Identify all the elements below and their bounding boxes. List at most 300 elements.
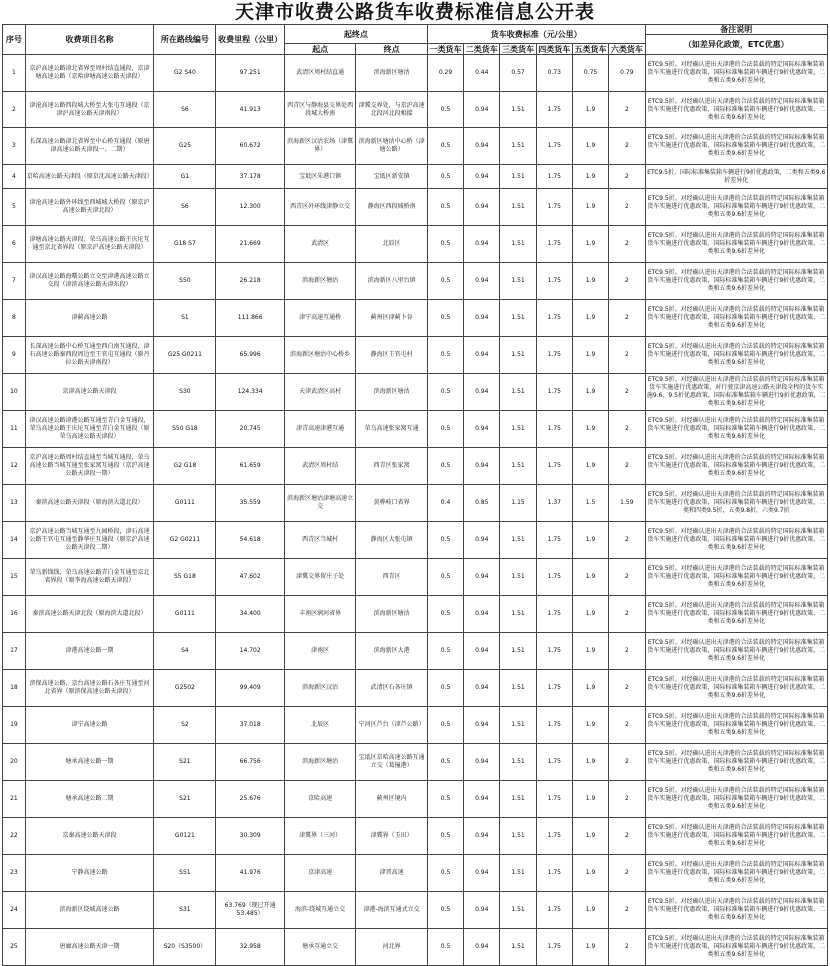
fee-class2-cell: 0.44 [464,55,500,92]
route-cell: S21 [154,781,216,818]
fee-class4-cell: 1.75 [536,707,572,744]
route-cell: S30 [154,374,216,411]
start-point-cell: 天津武清区高村 [284,374,356,411]
end-point-cell: 静海区大张屯镇 [356,522,428,559]
fee-class5-cell: 1.9 [572,263,608,300]
route-cell: S31 [154,892,216,929]
route-cell: S20（S3500） [154,929,216,966]
header-class4: 四类货车 [536,44,572,55]
seq-cell: 19 [3,707,26,744]
fee-class6-cell: 2 [609,522,645,559]
table-row [3,128,828,165]
mileage-cell: 124.334 [216,374,284,411]
start-point-cell: 津青高速津港互通 [284,411,356,448]
project-name-cell: 宁静高速公路 [25,855,154,892]
table-row [3,855,828,892]
fee-class2-cell: 0.94 [464,337,500,374]
note-cell: ETC9.5折。对经确认进出天津港的合法装载的特定国际标准集装箱货车实施进行优惠政策，国际标准集装箱车辆进行9折优惠政策，二类和五类9.6折差异化 [645,55,827,92]
end-point-cell: 滨海新区塘沽 [356,55,428,92]
fee-class2-cell: 0.94 [464,596,500,633]
route-cell: S21 [154,744,216,781]
fee-class3-cell: 1.51 [500,337,536,374]
seq-cell: 4 [3,165,26,189]
fee-class3-cell: 1.51 [500,892,536,929]
fee-class4-cell: 1.75 [536,263,572,300]
table-row [3,411,828,448]
fee-class2-cell: 0.94 [464,670,500,707]
table-row [3,226,828,263]
fee-class6-cell: 2 [609,448,645,485]
fee-class2-cell: 0.85 [464,485,500,522]
fee-class2-cell: 0.94 [464,92,500,128]
header-note-sub: （如差异化政策，ETC优惠） [645,35,827,55]
table-row [3,559,828,596]
start-point-cell: 京津高速 [284,855,356,892]
fee-class6-cell: 2 [609,374,645,411]
project-name-cell: 塘承高速公路一期 [25,744,154,781]
fee-class2-cell: 0.94 [464,189,500,226]
route-cell: S1 [154,300,216,337]
fee-class4-cell: 1.75 [536,165,572,189]
fee-class5-cell: 1.9 [572,337,608,374]
seq-cell: 22 [3,818,26,855]
start-point-cell: 滨海新区塘沽 [284,744,356,781]
table-row [3,263,828,300]
note-cell: ETC9.5折。对经确认进出天津港的合法装载的特定国际标准集装箱货车实施进行优惠政策，国际标准集装箱车辆进行9折优惠政策，二类和五类9.6折差异化 [645,337,827,374]
seq-cell: 11 [3,411,26,448]
fee-class3-cell: 1.51 [500,522,536,559]
table-row [3,448,828,485]
project-name-cell: 秦滨高速公路天津段（原海滨大道北段） [25,485,154,522]
route-cell: G1 [154,165,216,189]
route-cell: G0111 [154,485,216,522]
mileage-cell: 41.976 [216,855,284,892]
table-row [3,929,828,966]
end-point-cell: 滨海新区大港 [356,633,428,670]
table-row [3,781,828,818]
mileage-cell: 41.913 [216,92,284,128]
note-cell: ETC9.5折。对经确认进出天津港的合法装载的特定国际标准集装箱货车实施进行优惠政策，国际标准集装箱车辆进行9折优惠政策，二类和五类9.6折差异化 [645,707,827,744]
fee-class6-cell: 2 [609,781,645,818]
fee-class3-cell: 1.15 [500,485,536,522]
fee-class5-cell: 1.9 [572,411,608,448]
fee-class1-cell: 0.5 [427,189,463,226]
start-point-cell: 武清区周村结 [284,448,356,485]
table-row [3,818,828,855]
fee-class5-cell: 1.9 [572,189,608,226]
seq-cell: 24 [3,892,26,929]
fee-class2-cell: 0.94 [464,374,500,411]
end-point-cell: 津晋高速 [356,855,428,892]
header-class2: 二类货车 [464,44,500,55]
end-point-cell: 滨海新区塘沽中心桥（津塘公路） [356,128,428,165]
seq-cell: 13 [3,485,26,522]
fee-class3-cell: 1.51 [500,855,536,892]
fee-class5-cell: 1.9 [572,226,608,263]
note-cell: ETC9.5折。国际标准集装箱车辆进行9折优惠政策，二类和五类9.6折差异化 [645,165,827,189]
mileage-cell: 60.672 [216,128,284,165]
fee-class1-cell: 0.5 [427,855,463,892]
project-name-cell: 津港高速公路一期 [25,633,154,670]
fee-class4-cell: 1.75 [536,818,572,855]
fee-class3-cell: 1.51 [500,226,536,263]
route-cell: G0111 [154,596,216,633]
route-cell: G2502 [154,670,216,707]
route-cell: G2 G0211 [154,522,216,559]
fee-class4-cell: 1.75 [536,374,572,411]
fee-class1-cell: 0.5 [427,744,463,781]
note-cell: ETC9.5折。对经确认进出天津港的合法装载的特定国际标准集装箱货车实施进行优惠政策，对行驶京津高速公路天津段全程的货车实施9.6、9.5折优惠政策，国际标准集装箱车辆进行9折优惠政策，二类和五类9.6折差异化 [645,374,827,411]
note-cell: ETC9.5折。对经确认进出天津港的合法装载的特定国际标准集装箱货车实施进行优惠政策，国际标准集装箱车辆进行9折优惠政策，二类和五类9.6折差异化 [645,263,827,300]
header-class1: 一类货车 [427,44,463,55]
fee-class5-cell: 1.9 [572,707,608,744]
fee-class6-cell: 2 [609,337,645,374]
route-cell: G2 G18 [154,448,216,485]
start-point-cell: 塘承互通立交 [284,929,356,966]
note-cell: ETC9.5折。对经确认进出天津港的合法装载的特定国际标准集装箱货车实施进行优惠政策，国际标准集装箱车辆进行9折优惠政策，二类和五类9.6折差异化 [645,596,827,633]
fee-class3-cell: 1.51 [500,596,536,633]
fee-class4-cell: 1.75 [536,781,572,818]
fee-class1-cell: 0.5 [427,596,463,633]
project-name-cell: 津宁高速公路 [25,707,154,744]
fee-class1-cell: 0.5 [427,929,463,966]
start-point-cell: 滨海新区汉沽 [284,670,356,707]
fee-class2-cell: 0.94 [464,448,500,485]
seq-cell: 21 [3,781,26,818]
fee-class4-cell: 1.75 [536,448,572,485]
fee-class6-cell: 2 [609,892,645,929]
fee-class1-cell: 0.5 [427,226,463,263]
fee-class3-cell: 1.51 [500,300,536,337]
fee-class6-cell: 2 [609,559,645,596]
mileage-cell: 66.756 [216,744,284,781]
mileage-cell: 21.669 [216,226,284,263]
fee-class2-cell: 0.94 [464,226,500,263]
project-name-cell: 荣乌新线线，荣乌高速公路青白金互通至京北省界段（原李海高速公路天津段） [25,559,154,596]
end-point-cell: 蓟州区津蓟卜谷 [356,300,428,337]
note-cell: ETC9.5折。对经确认进出天津港的合法装载的特定国际标准集装箱货车实施进行优惠政策，国际标准集装箱车辆进行9折优惠政策，二类和五类9.6折差异化 [645,633,827,670]
table-row [3,892,828,929]
fee-class3-cell: 1.51 [500,374,536,411]
fee-class1-cell: 0.5 [427,337,463,374]
start-point-cell: 滨海新区塘沽中心桥乡 [284,337,356,374]
header-project: 收费项目名称 [25,25,154,55]
fee-class6-cell: 2 [609,633,645,670]
start-point-cell: 西青区与静海县交界处西段城大桥南 [284,92,356,128]
seq-cell: 2 [3,92,26,128]
route-cell: G18 S7 [154,226,216,263]
fee-class1-cell: 0.5 [427,633,463,670]
route-cell: S51 [154,855,216,892]
header-class3: 三类货车 [500,44,536,55]
seq-cell: 5 [3,189,26,226]
fee-class3-cell: 1.51 [500,781,536,818]
route-cell: G25 [154,128,216,165]
header-fee-group: 货车收费标准（元/公里） [427,25,645,44]
fee-class3-cell: 1.51 [500,707,536,744]
mileage-cell: 32.958 [216,929,284,966]
end-point-cell: 西青区张家窝 [356,448,428,485]
fee-class4-cell: 1.75 [536,411,572,448]
seq-cell: 20 [3,744,26,781]
route-cell: S5 G18 [154,559,216,596]
table-row [3,744,828,781]
fee-class3-cell: 0.57 [500,55,536,92]
fee-class5-cell: 1.9 [572,633,608,670]
fee-class4-cell: 1.75 [536,522,572,559]
table-row [3,670,828,707]
fee-class2-cell: 0.94 [464,559,500,596]
project-name-cell: 京沪高速公路当城互通至九园桥段，津石高速公路王官屯互通至静华庄互通段（原京沪高速公路天津段二期） [25,522,154,559]
fee-class2-cell: 0.94 [464,929,500,966]
mileage-cell: 65.996 [216,337,284,374]
fee-class3-cell: 1.51 [500,189,536,226]
seq-cell: 14 [3,522,26,559]
seq-cell: 17 [3,633,26,670]
start-point-cell: 津宁高速互通桥 [284,300,356,337]
end-point-cell: 武清区石各庄镇 [356,670,428,707]
end-point-cell: 宝坻区新安镇 [356,165,428,189]
project-name-cell: 京哈高速公路天津段（原京沈高速公路天津段） [25,165,154,189]
start-point-cell: 宝坻区朱港口镇 [284,165,356,189]
fee-class5-cell: 1.9 [572,855,608,892]
fee-class4-cell: 1.75 [536,337,572,374]
end-point-cell: 荣乌高速张家窝互通 [356,411,428,448]
seq-cell: 8 [3,300,26,337]
fee-class1-cell: 0.5 [427,818,463,855]
table-row [3,485,828,522]
project-name-cell: 京沪高速公路周村结直通至当城互通段，荣乌高速公路当城互通至张家窝互通段（京沪高速公路天津段一期） [25,448,154,485]
fee-class5-cell: 1.9 [572,165,608,189]
table-row [3,633,828,670]
fee-class5-cell: 1.9 [572,892,608,929]
table-row [3,55,828,92]
table-row [3,522,828,559]
route-cell: S50 [154,263,216,300]
fee-class5-cell: 1.9 [572,818,608,855]
fee-class2-cell: 0.94 [464,818,500,855]
fee-class6-cell: 2 [609,707,645,744]
start-point-cell: 滨海新区汉沽农场（津冀界） [284,128,356,165]
end-point-cell: 宝坻区京哈高速公路互通立交（葛撞港） [356,744,428,781]
fee-class6-cell: 2 [609,263,645,300]
note-cell: ETC9.5折。对经确认进出天津港的合法装载的特定国际标准集装箱货车实施进行优惠政策，国际标准集装箱车辆进行9折优惠政策，二类和四类9.5折，五类9.8折，六类9.7折 [645,485,827,522]
table-row [3,596,828,633]
fee-class3-cell: 1.51 [500,411,536,448]
route-cell: S6 [154,189,216,226]
end-point-cell: 津港-海滨互通式立交 [356,892,428,929]
fee-class2-cell: 0.94 [464,855,500,892]
project-name-cell: 津沧高速公路外环线至西城城大桥段（原京沪高速公路天津北段） [25,189,154,226]
note-cell: ETC9.5折。对经确认进出天津港的合法装载的特定国际标准集装箱货车实施进行优惠政策，国际标准集装箱车辆进行9折优惠政策，二类和五类9.6折差异化 [645,226,827,263]
fee-class2-cell: 0.94 [464,781,500,818]
fee-class1-cell: 0.5 [427,300,463,337]
seq-cell: 1 [3,55,26,92]
start-point-cell: 津冀界（三河） [284,818,356,855]
table-row [3,300,828,337]
end-point-cell: 宁河区芦台（津芦公路） [356,707,428,744]
route-cell: S6 [154,92,216,128]
fee-class5-cell: 1.9 [572,744,608,781]
document-title: 天津市收费公路货车收费标准信息公开表 [234,1,595,23]
header-seq: 序号 [3,25,26,55]
fee-class3-cell: 1.51 [500,633,536,670]
mileage-cell: 37.018 [216,707,284,744]
fee-class6-cell: 2 [609,226,645,263]
table-row [3,374,828,411]
fee-class3-cell: 1.51 [500,670,536,707]
fee-class5-cell: 1.9 [572,596,608,633]
fee-class2-cell: 0.94 [464,633,500,670]
end-point-cell: 黄骅岐口省界 [356,485,428,522]
seq-cell: 23 [3,855,26,892]
start-point-cell: 滨海新区塘沽津塘高速立交 [284,485,356,522]
fee-class6-cell: 2 [609,929,645,966]
start-point-cell: 武清区周村结直通 [284,55,356,92]
fee-class4-cell: 1.75 [536,559,572,596]
fee-class4-cell: 1.75 [536,670,572,707]
fee-class6-cell: 2 [609,818,645,855]
note-cell: ETC9.5折。对经确认进出天津港的合法装载的特定国际标准集装箱货车实施进行优惠政策，国际标准集装箱车辆进行9折优惠政策，二类和五类9.6折差异化 [645,781,827,818]
fee-class4-cell: 1.37 [536,485,572,522]
note-cell: ETC9.5折。对经确认进出天津港的合法装载的特定国际标准集装箱货车实施进行优惠政策，国际标准集装箱车辆进行9折优惠政策，二类和五类9.6折差异化 [645,300,827,337]
end-point-cell: 津冀界（玉田） [356,818,428,855]
route-cell: G25 G0211 [154,337,216,374]
fee-class4-cell: 1.75 [536,633,572,670]
seq-cell: 25 [3,929,26,966]
fee-class4-cell: 1.75 [536,929,572,966]
route-cell: S2 [154,707,216,744]
fee-class4-cell: 1.75 [536,855,572,892]
mileage-cell: 34.400 [216,596,284,633]
end-point-cell: 蓟州区境内 [356,781,428,818]
fee-class5-cell: 1.9 [572,781,608,818]
fee-class6-cell: 2 [609,128,645,165]
note-cell: ETC9.5折。对经确认进出天津港的合法装载的特定国际标准集装箱货车实施进行优惠政策，国际标准集装箱车辆进行9折优惠政策，二类和五类9.6折差异化 [645,744,827,781]
end-point-cell: 滨海新区塘沽 [356,374,428,411]
end-point-cell: 北辰区 [356,226,428,263]
note-cell: ETC9.5折。对经确认进出天津港的合法装载的特定国际标准集装箱货车实施进行优惠政策，国际标准集装箱车辆进行9折优惠政策，二类和五类9.6折差异化 [645,559,827,596]
fee-class2-cell: 0.94 [464,263,500,300]
fee-class5-cell: 1.9 [572,374,608,411]
start-point-cell: 津南区 [284,633,356,670]
fee-class6-cell: 0.79 [609,55,645,92]
fee-class4-cell: 1.75 [536,744,572,781]
mileage-cell: 12.300 [216,189,284,226]
fee-class5-cell: 1.9 [572,92,608,128]
route-cell: G0121 [154,818,216,855]
note-cell: ETC9.5折。对经确认进出天津港的合法装载的特定国际标准集装箱货车实施进行优惠政策，国际标准集装箱车辆进行9折优惠政策，二类和五类9.6折差异化 [645,670,827,707]
header-note: 备注说明 [645,25,827,35]
project-name-cell: 滨海新区绕城高速公路 [25,892,154,929]
start-point-cell: 津冀交界留庄子处 [284,559,356,596]
note-cell: ETC9.5折。对经确认进出天津港的合法装载的特定国际标准集装箱货车实施进行优惠政策，国际标准集装箱车辆进行9折优惠政策，二类和五类9.6折差异化 [645,522,827,559]
fee-class6-cell: 1.59 [609,485,645,522]
fee-class6-cell: 2 [609,165,645,189]
fee-class3-cell: 1.51 [500,744,536,781]
fee-class1-cell: 0.29 [427,55,463,92]
fee-class5-cell: 1.9 [572,559,608,596]
fee-class1-cell: 0.5 [427,128,463,165]
note-cell: ETC9.5折。对经确认进出天津港的合法装载的特定国际标准集装箱货车实施进行优惠政策，国际标准集装箱车辆进行9折优惠政策，二类和五类9.6折差异化 [645,411,827,448]
fee-class5-cell: 1.9 [572,929,608,966]
project-name-cell: 长深高速公路中心桥互通至西白南互通段，津石高速公路秦西段周边至王官屯互通段（原丹拉公路天津南段） [25,337,154,374]
fee-class3-cell: 1.51 [500,559,536,596]
fee-class6-cell: 2 [609,189,645,226]
fee-class2-cell: 0.94 [464,300,500,337]
end-point-cell: 滨海新区塘沽 [356,596,428,633]
fee-class1-cell: 0.5 [427,374,463,411]
mileage-cell: 14.702 [216,633,284,670]
seq-cell: 9 [3,337,26,374]
mileage-cell: 20.745 [216,411,284,448]
fee-class4-cell: 1.75 [536,226,572,263]
seq-cell: 7 [3,263,26,300]
table-row [3,165,828,189]
fee-class1-cell: 0.5 [427,670,463,707]
fee-class4-cell: 1.75 [536,892,572,929]
fee-class2-cell: 0.94 [464,128,500,165]
seq-cell: 18 [3,670,26,707]
fee-class5-cell: 1.5 [572,485,608,522]
table-row [3,337,828,374]
seq-cell: 15 [3,559,26,596]
fee-class4-cell: 1.75 [536,92,572,128]
header-start: 起点 [284,44,356,55]
note-cell: ETC9.5折。对经确认进出天津港的合法装载的特定国际标准集装箱货车实施进行优惠政策，国际标准集装箱车辆进行9折优惠政策，二类和五类9.6折差异化 [645,818,827,855]
fee-class1-cell: 0.5 [427,92,463,128]
start-point-cell: 北辰区 [284,707,356,744]
header-mileage: 收费里程（公里） [216,25,284,55]
mileage-cell: 37.178 [216,165,284,189]
note-cell: ETC9.5折。对经确认进出天津港的合法装载的特定国际标准集装箱货车实施进行优惠政策，国际标准集装箱车辆进行9折优惠政策，二类和五类9.6折差异化 [645,128,827,165]
fee-class6-cell: 2 [609,670,645,707]
fee-class1-cell: 0.5 [427,263,463,300]
project-name-cell: 津塘高速公路天津段、荣乌高速公路王庆坨互通至京北省界段（原京沪高速公路天津段） [25,226,154,263]
project-name-cell: 京秦高速公路天津段 [25,818,154,855]
header-endpoints: 起终点 [284,25,427,44]
fee-class4-cell: 1.75 [536,189,572,226]
fee-class6-cell: 2 [609,411,645,448]
fee-class4-cell: 0.73 [536,55,572,92]
seq-cell: 12 [3,448,26,485]
fee-class4-cell: 1.75 [536,596,572,633]
start-point-cell: 武清区 [284,226,356,263]
fee-table [2,24,828,966]
mileage-cell: 35.559 [216,485,284,522]
mileage-cell: 54.618 [216,522,284,559]
end-point-cell: 西青区 [356,559,428,596]
fee-class2-cell: 0.94 [464,707,500,744]
project-name-cell: 津蓟高速公路 [25,300,154,337]
end-point-cell: 滨海新区八里台镇 [356,263,428,300]
route-cell: S50 G18 [154,411,216,448]
fee-class2-cell: 0.94 [464,892,500,929]
fee-class1-cell: 0.5 [427,892,463,929]
start-point-cell: 丰南区润河省界 [284,596,356,633]
mileage-cell: 25.676 [216,781,284,818]
start-point-cell: 京哈高速 [284,781,356,818]
project-name-cell: 京津高速公路天津段 [25,374,154,411]
seq-cell: 6 [3,226,26,263]
fee-class3-cell: 1.51 [500,165,536,189]
fee-class3-cell: 1.51 [500,818,536,855]
project-name-cell: 唐廊高速公路天津一期 [25,929,154,966]
project-name-cell: 滨保高速公路，京台高速公路石各庄互通至河北省界（原滨保高速公路天津段） [25,670,154,707]
mileage-cell: 47.602 [216,559,284,596]
fee-class1-cell: 0.5 [427,165,463,189]
fee-class2-cell: 0.94 [464,411,500,448]
